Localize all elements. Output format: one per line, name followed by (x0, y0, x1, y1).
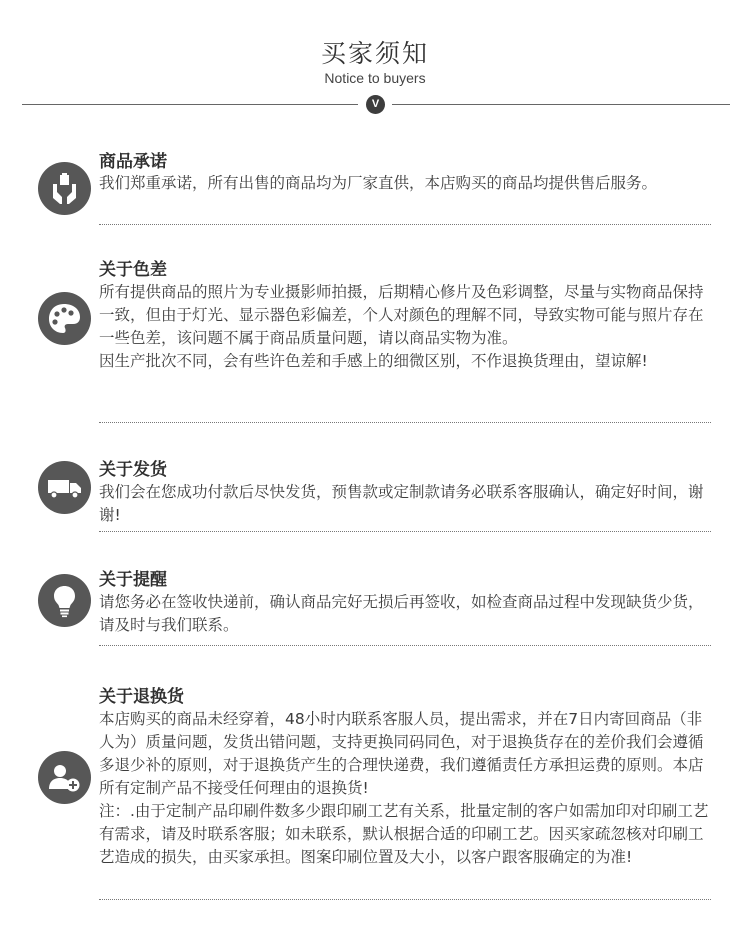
section-body (99, 281, 715, 373)
dotted-separator (99, 899, 711, 900)
section-paragraph: 所有提供商品的照片为专业摄影师拍摄，后期精心修片及色彩调整，尽量与实物商品保持一致，但由于灯光、显示器色彩偏差，个人对颜色的理解不同，导致实物可能与照片存在一些色差，该问题不属于商品质量问题，请以商品实物为准。 (99, 283, 704, 347)
section-paragraph: 我们郑重承诺，所有出售的商品均为厂家直供，本店购买的商品均提供售后服务。 (99, 174, 658, 192)
section-title: 关于退换货 (99, 687, 184, 707)
dotted-separator (99, 645, 711, 646)
hands-box-icon (38, 162, 91, 215)
section-body (99, 172, 715, 195)
page-subtitle: Notice to buyers (324, 70, 426, 86)
truck-icon (38, 461, 91, 514)
section-body (99, 591, 715, 637)
section-title: 商品承诺 (99, 152, 167, 172)
section-paragraph: 我们会在您成功付款后尽快发货，预售款或定制款请务必联系客服确认，确定好时间，谢谢! (99, 483, 704, 524)
section-paragraph: 本店购买的商品未经穿着，48小时内联系客服人员，提出需求，并在7日内寄回商品（非人为）质量问题，发货出错问题，支持更换同码同色，对于退换货存在的差价我们会遵循多退少补的原则，对于退换货产生的合理快递费，我们遵循责任方承担运费的原则。本店所有定制产品不接受任何理由的退换货! (99, 710, 704, 797)
dotted-separator (99, 422, 711, 423)
divider-left (22, 104, 358, 105)
lightbulb-icon (38, 574, 91, 627)
dotted-separator (99, 224, 711, 225)
section-paragraph: 请您务必在签收快递前，确认商品完好无损后再签收，如检查商品过程中发现缺货少货，请及时与我们联系。 (99, 593, 704, 634)
page-title: 买家须知 (320, 39, 429, 68)
section-title: 关于色差 (99, 260, 167, 280)
section-body (99, 481, 715, 527)
section-body (99, 708, 715, 869)
page-header (0, 0, 750, 120)
section-paragraph: 注：.由于定制产品印刷件数多少跟印刷工艺有关系，批量定制的客户如需加印对印刷工艺有需求，请及时联系客服；如未联系，默认根据合适的印刷工艺。因买家疏忽核对印刷工艺造成的损失，由买家承担。图案印刷位置及大小，以客户跟客服确定的为准! (99, 802, 709, 866)
palette-icon (38, 292, 91, 345)
v-badge: V (366, 95, 385, 114)
section-title: 关于发货 (99, 460, 167, 480)
user-add-icon (38, 751, 91, 804)
section-title: 关于提醒 (99, 570, 167, 590)
dotted-separator (99, 531, 711, 532)
divider-right (392, 104, 730, 105)
section-paragraph: 因生产批次不同，会有些许色差和手感上的细微区别，不作退换货理由，望谅解! (99, 352, 648, 370)
